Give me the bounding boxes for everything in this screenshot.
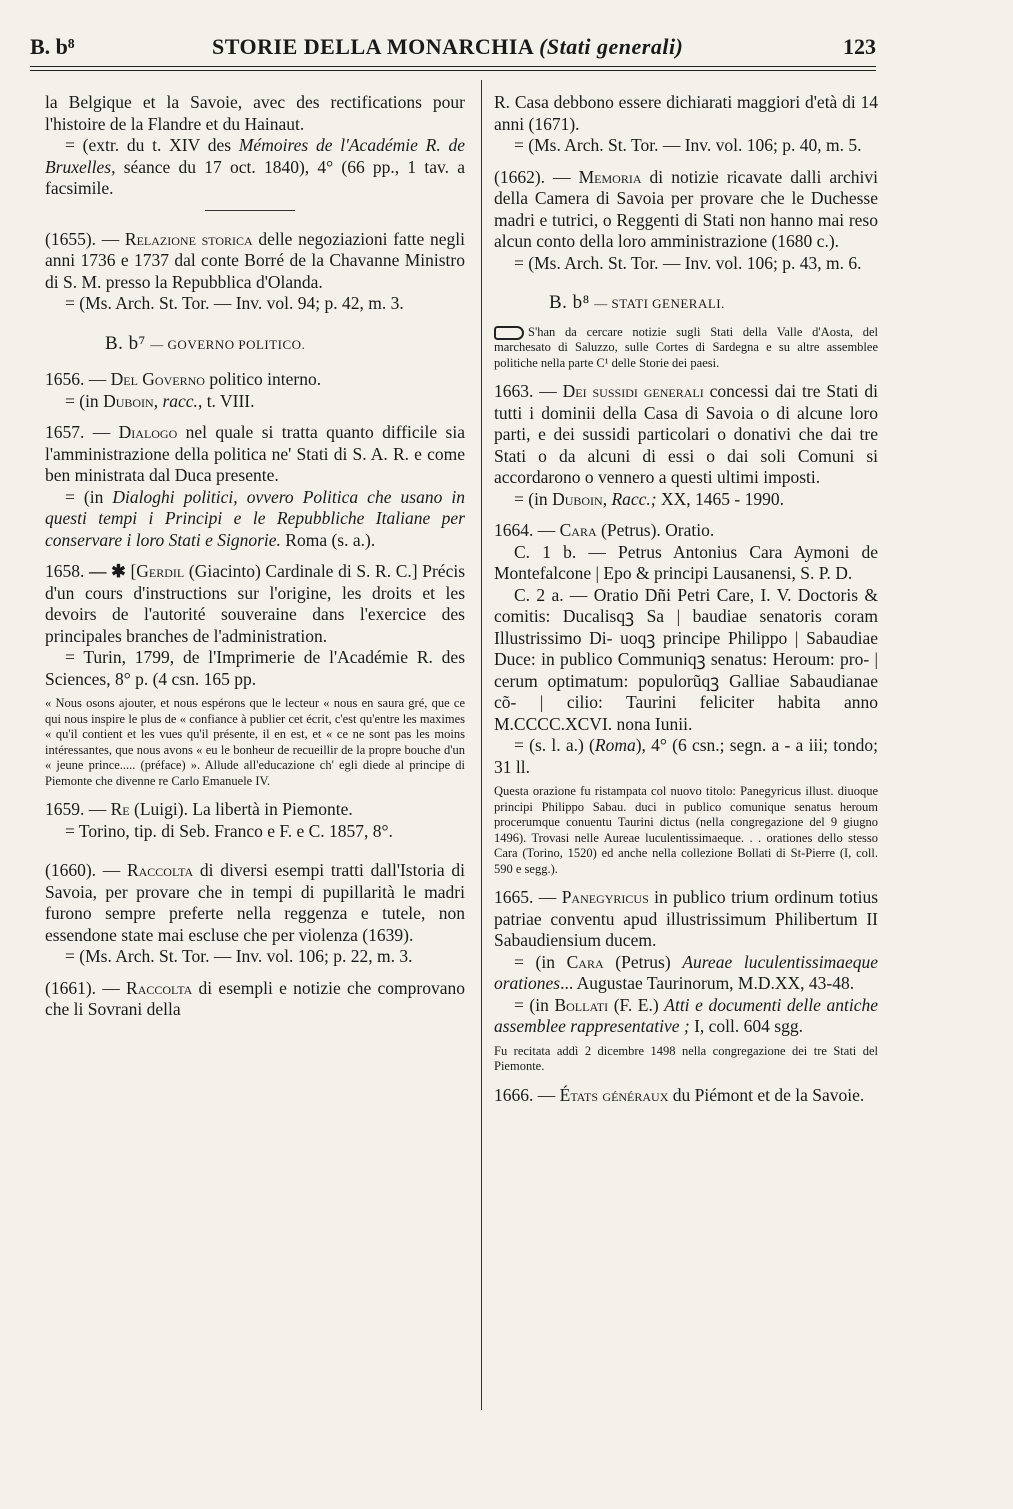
entry-1658: 1658. — ✱ [Gerdil (Giacinto) Cardinale di S. R. C.] Précis d'un cours d'instructions sur l'origine, les droits et les devoirs de l'autorité souveraine dans l'exercice des principales branches de l'administration.: [45, 561, 466, 646]
left-column: [45, 92, 465, 1021]
entry-1661: (1661). — Raccolta di esempli e notizie che comprovano che li Sovrani della: [45, 977, 465, 1019]
right-column: [494, 92, 878, 1106]
entry-1655-source: = (Ms. Arch. St. Tor. — Inv. vol. 94; p. 42, m. 3.: [65, 293, 404, 313]
page-header: [30, 34, 876, 66]
entry-source-right: = (Ms. Arch. St. Tor. — Inv. vol. 106; p. 40, m. 5.: [514, 135, 862, 155]
entry-1660-source: = (Ms. Arch. St. Tor. — Inv. vol. 106; p. 22, m. 3.: [65, 946, 413, 966]
entry-1665-source-1: = (in Cara (Petrus) Aureae luculentissimaeque orationes... Augustae Taurinorum, M.D.XX, 43-48.: [494, 951, 878, 993]
section-mark: B. b⁸: [30, 34, 75, 59]
entry-1658-source: = Turin, 1799, de l'Imprimerie de l'Académie R. des Sciences, 8° p. (4 csn. 165 pp.: [45, 647, 465, 689]
entry-1665: 1665. — Panegyricus in publico trium ordinum totius patriae conventu apud illustrissimum Philibertum II Sabaudiensium ducem.: [494, 887, 879, 950]
entry-1658-note: « Nous osons ajouter, et nous espérons que le lecteur « nous en saura gré, que ce qui nous inspire le plus de « confiance à publier cet écrit, c'est qu'entre les maximes « qu'il contient et les vues qu'il présente, il en est, et « ce ne sont pas les moins intéressantes, que nous avons « eu le bonheur de recueillir de la propre bouche d'un « jeune prince..... (préface) ». Allude all'educazione ch' egli diede al principe di Piemonte che divenne re Carlo Emanuele IV.: [45, 696, 465, 788]
running-title: STORIE DELLA MONARCHIA (Stati generali): [212, 34, 684, 59]
entry-1662-source: = (Ms. Arch. St. Tor. — Inv. vol. 106; p. 43, m. 6.: [514, 252, 862, 273]
entry-1660: (1660). — Raccolta di diversi esempi tratti dall'Istoria di Savoia, per provare che in tempi di pupillarità le madri furono sempre preferte nella reggenza e tutele, non essendone state mai escluse che per violenza (1639).: [45, 860, 465, 945]
entry-1663-source: = (in Duboin, Racc.; XX, 1465 - 1990.: [514, 488, 784, 509]
section-heading-b8: B. b⁸ — STATI GENERALI.: [549, 292, 725, 313]
entry-1656: 1656. — Del Governo politico interno.: [45, 369, 322, 389]
header-rule-2: [30, 70, 876, 71]
column-divider: [481, 80, 482, 1410]
entry-1664-source: = (s. l. a.) (Roma), 4° (6 csn.; segn. a - a iii; tondo; 31 ll.: [494, 735, 878, 777]
entry-1663: 1663. — Dei sussidi generali concessi dai tre Stati di tutti i dominii della Casa di Savoia o di alcune loro parti, e dei sussidi particolari o donativi che dai tre Stati o da alcuni di essi o dai soli Comuni si accordarono o vennero a questi ultimi imposti.: [494, 381, 878, 487]
entry-continuation-right: R. Casa debbono essere dichiarati maggiori d'età di 14 anni (1671).: [494, 92, 878, 134]
entry-1657-source: = (in Dialoghi politici, ovvero Politica che usano in questi tempi i Principi e le Repubbliche Italiane per conservare i loro Stati e Signorie. Roma (s. a.).: [45, 486, 465, 550]
header-rule-1: [30, 66, 876, 67]
entry-1664: 1664. — Cara (Petrus). Oratio.: [494, 520, 715, 540]
entry-1659-source: = Torino, tip. di Seb. Franco e F. e C. 1857, 8°.: [65, 820, 393, 841]
entry-1655: (1655). — Relazione storica delle negoziazioni fatte negli anni 1736 e 1737 dal conte Borré de la Chavanne Ministro di S. M. presso la Repubblica d'Olanda.: [45, 228, 465, 292]
section-note-b8: S'han da cercare notizie sugli Stati della Valle d'Aosta, del marchesato di Saluzzo, sulle Cortes di Sardegna e su altre assemblee politiche nella parte C¹ delle Storie dei paesi.: [494, 324, 878, 370]
entry-source: = (extr. du t. XIV des Mémoires de l'Académie R. de Bruxelles, séance du 17 oct. 1840), 4° (66 pp., 1 tav. a facsimile.: [45, 135, 465, 198]
entry-1664-c1: C. 1 b. — Petrus Antonius Cara Aymoni de Montefalcone | Epo & principi Lausanensi, S. P. D.: [494, 541, 878, 583]
page-number: 123: [843, 34, 876, 59]
entry-continuation: la Belgique et la Savoie, avec des rectifications pour l'histoire de la Flandre et du Hainaut.: [45, 92, 465, 134]
entry-1657: 1657. — Dialogo nel quale si tratta quanto difficile sia l'amministrazione della politica ne' Stati di S. A. R. e come ben ministrata dal Duca presente.: [45, 422, 465, 485]
entry-1665-note: Fu recitata addì 2 dicembre 1498 nella congregazione dei tre Stati del Piemonte.: [494, 1043, 878, 1073]
entry-1665-source-2: = (in Bollati (F. E.) Atti e documenti delle antiche assemblee rappresentative ; I, coll. 604 sgg.: [494, 994, 878, 1036]
entry-1662: (1662). — Memoria di notizie ricavate dalli archivi della Camera di Savoia per provare che le Duchesse madri e tutrici, o Reggenti di Stati non hanno mai reso alcun conto della loro amministrazione (1680 c.).: [494, 166, 878, 251]
pointing-hand-icon: [494, 326, 524, 340]
entry-1664-c2: C. 2 a. — Oratio Dñi Petri Care, I. V. Doctoris & comitis: Ducalisqꝫ Sa | baudiae senatoris coram Illustrissimo Di- uoqꝫ principe Philippo | Sabaudiae Duce: in publico Communiqꝫ senatus: Heroum: pro- | cerum optimatum: populorũqꝫ Galliae Sabaudianae cõ- | cilio: Taurini feliciter habita anno M.CCCC.XCVI. nona Iunii.: [494, 584, 878, 734]
entry-1666: 1666. — États généraux du Piémont et de la Savoie.: [494, 1084, 865, 1105]
section-heading-b7: B. b⁷ — GOVERNO POLITICO.: [105, 332, 306, 354]
entry-1656-source: = (in Duboin, racc., t. VIII.: [65, 390, 255, 411]
entry-1664-note: Questa orazione fu ristampata col nuovo titolo: Panegyricus illust. diuoque principi Philippo Sabau. duci in publico comunique senatus heroum procerumque conuentu Taurini dictus (nella congregazione del 9 giugno 1496). Trovasi nelle Aureae luculentissimaeque. . . orationes dello stesso Cara (Torino, 1520) ed anche nella collezione Bollati di St-Pierre (I, coll. 590 e segg.).: [494, 784, 878, 876]
entry-1659: 1659. — Re (Luigi). La libertà in Piemonte.: [45, 799, 353, 819]
separator: [205, 210, 295, 211]
